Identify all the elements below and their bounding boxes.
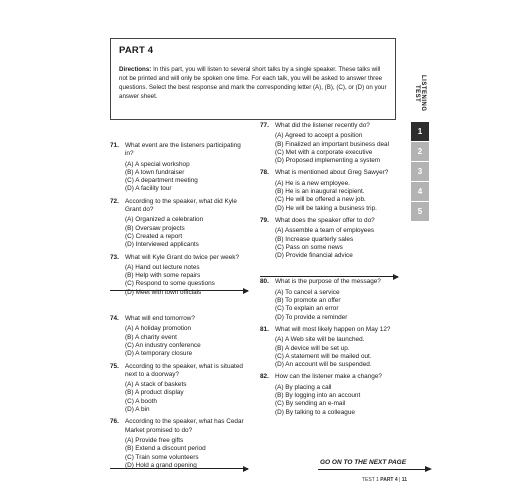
question-number: 81. xyxy=(260,325,269,333)
answer-option[interactable]: (C) Created a report xyxy=(125,232,183,240)
question-number: 82. xyxy=(260,373,269,381)
answer-option[interactable]: (B) Extend a discount period xyxy=(125,445,206,453)
answer-option[interactable]: (D) Proposed implementing a system xyxy=(275,157,381,165)
answer-option[interactable]: (D) By talking to a colleague xyxy=(275,408,355,416)
answer-option[interactable]: (D) Hold a grand opening xyxy=(125,461,197,469)
answer-option[interactable]: (B) To promote an offer xyxy=(275,297,341,305)
answer-option[interactable]: (A) Assemble a team of employees xyxy=(275,227,375,235)
question-76 xyxy=(110,418,248,470)
answer-option[interactable]: (A) Provide free gifts xyxy=(125,436,184,444)
answer-option[interactable]: (D) An account will be suspended. xyxy=(275,361,372,369)
question-stem: What is mentioned about Greg Sawyer? xyxy=(275,169,389,177)
answer-option[interactable]: (D) A facility tour xyxy=(125,185,172,193)
question-number: 73. xyxy=(110,253,119,261)
answer-option[interactable]: (B) A device will be set up. xyxy=(275,344,350,352)
section-divider-arrow xyxy=(110,468,248,469)
answer-option[interactable]: (A) To cancel a service xyxy=(275,288,340,296)
footer-test: TEST 1 xyxy=(362,477,379,483)
answer-option[interactable]: (D) He will be taking a business trip. xyxy=(275,204,377,212)
answer-option[interactable]: (A) Hand out lecture notes xyxy=(125,263,200,271)
answer-option[interactable]: (A) Agreed to accept a position xyxy=(275,132,363,140)
answer-option[interactable]: (A) A Web site will be launched. xyxy=(275,336,365,344)
answer-option[interactable]: (D) Interviewed applicants xyxy=(125,241,199,249)
section-divider-arrow xyxy=(260,276,398,277)
question-stem: What did the listener recently do? xyxy=(275,122,370,129)
answer-option[interactable]: (C) He will be offered a new job. xyxy=(275,196,366,204)
question-75 xyxy=(110,363,248,415)
part-tab-1[interactable]: 1 xyxy=(411,122,429,141)
answer-option[interactable]: (B) A town fundraiser xyxy=(125,168,185,176)
questions-left-column xyxy=(110,122,248,470)
answer-option[interactable]: (A) Organized a celebration xyxy=(125,216,204,224)
answer-option[interactable]: (A) He is a new employee. xyxy=(275,179,350,187)
question-stem: What will end tomorrow? xyxy=(125,315,195,323)
answer-option[interactable]: (C) By sending an e-mail xyxy=(275,400,346,408)
go-on-next-page: GO ON TO THE NEXT PAGE xyxy=(320,459,407,466)
answer-option[interactable]: (A) By placing a call xyxy=(275,383,332,391)
answer-option[interactable]: (C) Met with a corporate executive xyxy=(275,148,373,156)
question-82 xyxy=(260,373,398,416)
question-74 xyxy=(110,315,248,358)
part-title: PART 4 xyxy=(119,45,154,56)
answer-option[interactable]: (C) To explain an error xyxy=(275,305,339,313)
footer-separator: | xyxy=(399,477,401,483)
answer-option[interactable]: (B) Help with some repairs xyxy=(125,272,201,280)
answer-option[interactable]: (D) A temporary closure xyxy=(125,350,193,358)
question-78 xyxy=(260,169,398,212)
question-stem: What is the purpose of the message? xyxy=(275,278,381,286)
footer-part: PART 4 xyxy=(380,477,398,483)
directions-label: Directions: xyxy=(119,66,152,73)
answer-option[interactable]: (D) Provide financial advice xyxy=(275,252,353,260)
part-tabs xyxy=(411,122,429,222)
footer-page-number: 11 xyxy=(401,477,408,483)
question-number: 71. xyxy=(110,142,119,149)
question-stem: What will most likely happen on May 12? xyxy=(275,325,391,333)
directions-box xyxy=(110,38,396,120)
answer-option[interactable]: (C) Pass on some news xyxy=(275,243,343,251)
question-number: 76. xyxy=(110,418,119,426)
question-stem: What does the speaker offer to do? xyxy=(275,216,375,224)
part-tab-3[interactable]: 3 xyxy=(411,162,429,181)
part-tab-4[interactable]: 4 xyxy=(411,182,429,201)
question-stem: According to the speaker, what has Cedar Market promised to do? xyxy=(125,418,244,434)
question-80 xyxy=(260,278,398,321)
answer-option[interactable]: (B) Increase quarterly sales xyxy=(275,235,354,243)
answer-option[interactable]: (B) He is an inaugural recipient. xyxy=(275,188,365,196)
question-79 xyxy=(260,217,398,260)
answer-option[interactable]: (B) By logging into an account xyxy=(275,392,361,400)
question-number: 72. xyxy=(110,197,119,205)
answer-option[interactable]: (C) A department meeting xyxy=(125,177,198,185)
answer-option[interactable]: (C) Respond to some questions xyxy=(125,280,215,288)
answer-option[interactable]: (D) Meet with town officials xyxy=(125,288,202,296)
answer-option[interactable]: (D) A bin xyxy=(125,406,150,414)
question-stem: What event are the listeners participating in? xyxy=(125,142,241,158)
answer-option[interactable]: (A) A stack of baskets xyxy=(125,381,187,389)
next-page-arrow xyxy=(318,469,430,470)
answer-option[interactable]: (D) To provide a reminder xyxy=(275,313,348,321)
answer-option[interactable]: (C) An industry conference xyxy=(125,341,201,349)
section-divider-arrow xyxy=(110,290,248,291)
answer-option[interactable]: (B) Oversaw projects xyxy=(125,224,185,232)
answer-option[interactable]: (C) A booth xyxy=(125,397,157,405)
answer-option[interactable]: (C) A statement will be mailed out. xyxy=(275,352,372,360)
question-stem: What will Kyle Grant do twice per week? xyxy=(125,253,240,261)
part-tab-5[interactable]: 5 xyxy=(411,202,429,221)
question-stem: How can the listener make a change? xyxy=(275,373,382,381)
answer-option[interactable]: (B) A product display xyxy=(125,389,184,397)
question-number: 75. xyxy=(110,362,119,370)
answer-option[interactable]: (A) A special workshop xyxy=(125,160,190,168)
answer-option[interactable]: (C) Train some volunteers xyxy=(125,453,199,461)
page-footer xyxy=(362,477,407,483)
side-section-label: LISTENING TEST xyxy=(414,75,426,112)
test-page xyxy=(100,18,438,488)
part-tab-2[interactable]: 2 xyxy=(411,142,429,161)
question-72 xyxy=(110,198,248,250)
question-number: 79. xyxy=(260,216,269,224)
answer-option[interactable]: (A) A holiday promotion xyxy=(125,325,192,333)
questions-right-column xyxy=(260,122,398,417)
question-number: 78. xyxy=(260,169,269,177)
answer-option[interactable]: (B) A charity event xyxy=(125,333,177,341)
question-stem: According to the speaker, what did Kyle Grant do? xyxy=(125,197,237,214)
question-number: 77. xyxy=(260,122,269,129)
answer-option[interactable]: (B) Finalized an important business deal xyxy=(275,140,390,148)
question-81 xyxy=(260,326,398,369)
question-number: 80. xyxy=(260,278,269,286)
question-number: 74. xyxy=(110,315,119,323)
question-77 xyxy=(260,122,398,165)
directions-body: In this part, you will listen to several short talks by a single speaker. These talks will not be printed and will only be spoken one time. For each talk, you will be asked to answer three questions. Select the best response and mark the corresponding letter (A), (B), (C), or (D) on your answer sheet. xyxy=(119,66,387,100)
question-stem: According to the speaker, what is situated next to a doorway? xyxy=(125,362,243,378)
directions-text xyxy=(119,65,387,101)
question-71 xyxy=(110,142,248,194)
